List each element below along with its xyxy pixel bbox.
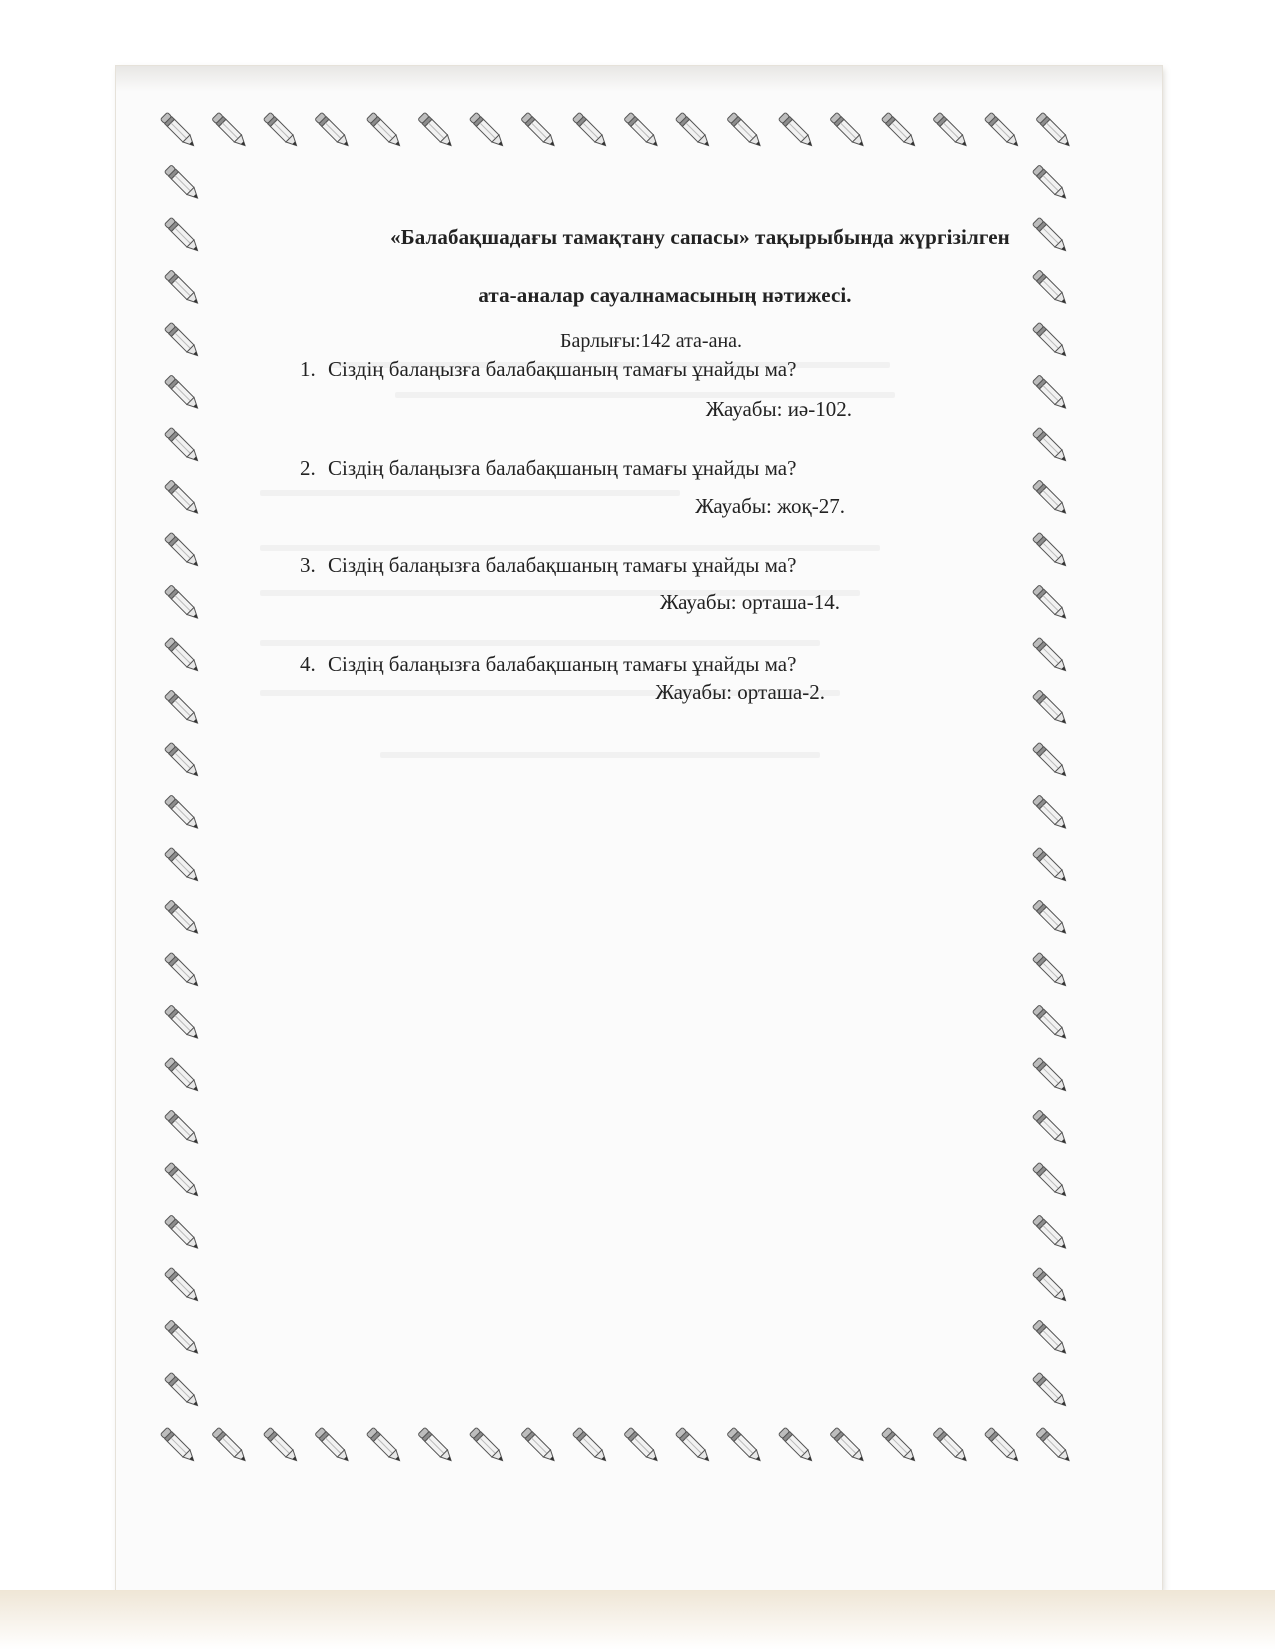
question-text: Сіздің балаңызға балабақшаның тамағы ұнайды ма?	[328, 652, 797, 676]
question-text: Сіздің балаңызға балабақшаның тамағы ұнайды ма?	[328, 456, 797, 480]
bleed-through	[260, 545, 880, 551]
question-1	[300, 357, 796, 382]
total-respondents: Барлығы:142 ата-ана.	[560, 330, 743, 352]
question-number: 2.	[300, 456, 316, 480]
question-text: Сіздің балаңызға балабақшаның тамағы ұнайды ма?	[328, 357, 797, 381]
question-2	[300, 456, 796, 481]
question-number: 1.	[300, 357, 316, 381]
question-text: Сіздің балаңызға балабақшаның тамағы ұнайды ма?	[328, 553, 797, 577]
scan-shadow	[116, 66, 1162, 92]
answer-2: Жауабы: жоқ-27.	[695, 494, 845, 518]
question-4	[300, 652, 796, 677]
desk-background	[0, 1590, 1275, 1650]
answer-4: Жауабы: орташа-2.	[655, 680, 825, 704]
bleed-through	[380, 752, 820, 758]
answer-1: Жауабы: иә-102.	[705, 397, 852, 421]
answer-3: Жауабы: орташа-14.	[659, 590, 840, 614]
question-number: 4.	[300, 652, 316, 676]
question-number: 3.	[300, 553, 316, 577]
bleed-through	[260, 640, 820, 646]
question-3	[300, 553, 796, 578]
title-line-1: «Балабақшадағы тамақтану сапасы» тақырыбында жүргізілген	[390, 225, 1010, 249]
title-line-2: ата-аналар сауалнамасының нәтижесі.	[478, 283, 852, 307]
